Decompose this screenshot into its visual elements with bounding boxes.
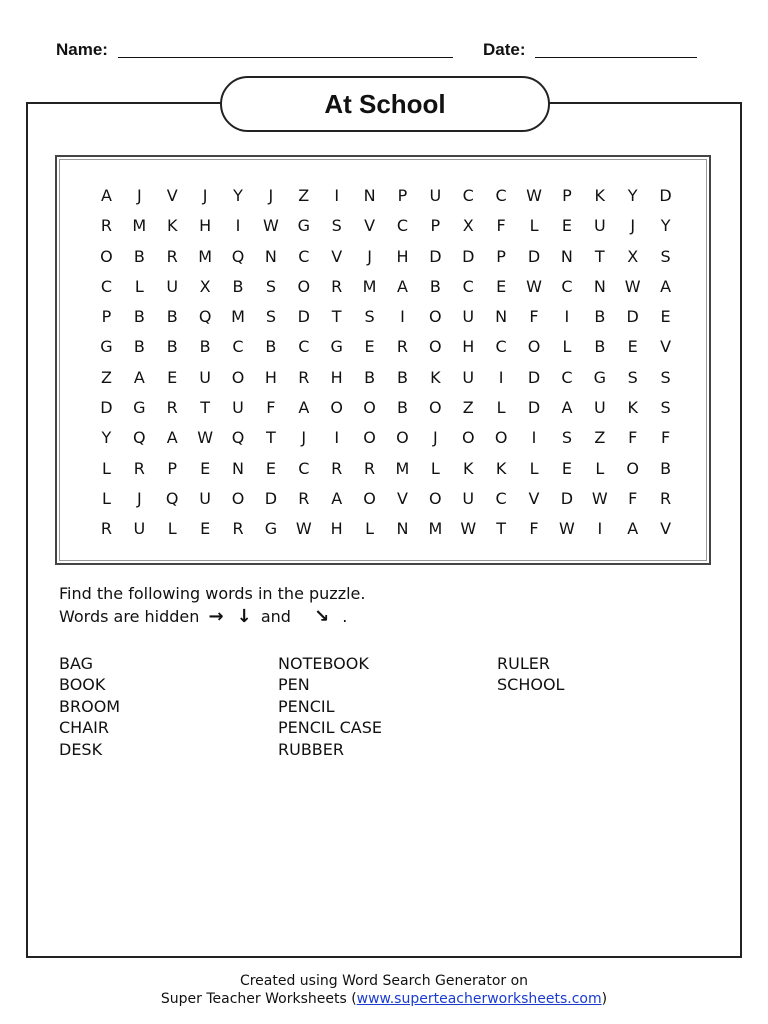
grid-letter: P [496, 246, 506, 266]
grid-letter: O [396, 428, 409, 448]
grid-letter: S [331, 216, 342, 236]
grid-row [90, 396, 682, 426]
grid-letter: P [430, 216, 441, 236]
grid-letter: V [528, 488, 540, 508]
grid-letter: A [298, 398, 310, 418]
grid-letter: L [529, 458, 539, 478]
footer [0, 972, 768, 1008]
grid-letter: D [297, 307, 310, 327]
grid-letter: K [166, 216, 178, 236]
grid-letter: B [166, 307, 178, 327]
grid-letter: Z [462, 398, 474, 418]
grid-letter: K [627, 398, 638, 418]
grid-letter: G [264, 519, 278, 539]
word-list-item: CHAIR [59, 718, 109, 738]
grid-letter: U [199, 488, 211, 508]
grid-letter: U [462, 307, 475, 327]
grid-letter: U [429, 186, 442, 205]
grid-row [90, 487, 682, 517]
grid-letter: A [396, 276, 408, 296]
grid-letter: A [331, 488, 343, 508]
grid-letter: C [298, 337, 310, 357]
grid-row [90, 457, 682, 487]
grid-letter: S [561, 428, 572, 448]
grid-letter: P [167, 458, 178, 478]
grid-letter: I [334, 428, 340, 448]
grid-letter: N [232, 458, 244, 478]
word-list-item: NOTEBOOK [278, 654, 369, 673]
grid-letter: E [561, 216, 572, 236]
grid-letter: N [363, 186, 376, 205]
grid-letter: B [265, 337, 277, 357]
grid-letter: B [133, 246, 145, 266]
grid-letter: R [100, 519, 112, 539]
grid-letter: D [527, 367, 541, 387]
grid-letter: C [396, 216, 409, 236]
grid-letter: O [363, 428, 376, 448]
grid-letter: E [364, 337, 375, 357]
grid-letter: B [166, 337, 178, 357]
grid-letter: T [266, 428, 276, 448]
website-link[interactable]: www.superteacherworksheets.com [356, 991, 602, 1007]
grid-letter: I [334, 186, 340, 205]
grid-letter: V [660, 337, 672, 357]
grid-letter: J [202, 186, 208, 205]
grid-letter: J [268, 186, 274, 205]
grid-letter: B [429, 276, 441, 296]
grid-letter: B [199, 337, 211, 357]
grid-letter: D [100, 398, 113, 418]
grid-letter: O [429, 337, 442, 357]
grid-letter: O [231, 488, 245, 508]
grid-letter: V [396, 488, 408, 508]
grid-letter: R [396, 337, 409, 357]
grid-letter: F [529, 307, 539, 327]
grid-letter: P [562, 186, 572, 205]
grid-letter: F [266, 398, 276, 418]
grid-letter: G [330, 337, 343, 357]
grid-row [90, 214, 682, 244]
grid-letter: F [660, 428, 671, 448]
grid-letter: W [624, 276, 641, 296]
grid-letter: J [136, 488, 142, 508]
grid-letter: O [429, 398, 442, 418]
grid-letter: L [496, 398, 506, 418]
word-list-item: PENCIL CASE [278, 718, 382, 738]
grid-letter: D [659, 186, 672, 205]
grid-letter: O [626, 458, 639, 478]
grid-letter: N [495, 307, 508, 327]
grid-letter: G [593, 367, 606, 387]
grid-letter: Y [660, 216, 671, 236]
grid-letter: L [134, 276, 144, 296]
grid-letter: J [432, 428, 438, 448]
grid-letter: V [660, 519, 672, 539]
grid-letter: C [462, 276, 474, 296]
grid-letter: R [331, 458, 343, 478]
grid-letter: E [200, 519, 211, 539]
grid-letter: R [364, 458, 376, 478]
grid-letter: B [396, 398, 408, 418]
grid-letter: E [561, 458, 572, 478]
grid-letter: J [367, 246, 372, 266]
grid-letter: V [331, 246, 343, 266]
grid-letter: D [626, 307, 639, 327]
grid-letter: Z [298, 186, 310, 205]
grid-letter: F [628, 488, 638, 508]
grid-letter: Q [231, 428, 245, 448]
grid-letter: U [133, 519, 146, 539]
grid-letter: H [330, 519, 343, 539]
grid-letter: W [295, 519, 312, 539]
grid-letter: R [166, 246, 178, 266]
grid-letter: Y [627, 186, 638, 205]
grid-letter: Q [231, 246, 245, 266]
grid-letter: Y [101, 428, 112, 448]
grid-letter: I [531, 428, 537, 448]
grid-letter: O [494, 428, 508, 448]
word-list-item: RULER [497, 654, 550, 673]
grid-letter: T [200, 398, 210, 418]
grid-letter: X [627, 246, 639, 266]
and-text: and [260, 607, 291, 626]
word-list-item: BOOK [59, 675, 106, 695]
grid-letter: N [560, 246, 573, 266]
grid-letter: O [461, 428, 475, 448]
word-list-column-3 [497, 653, 564, 696]
instruction-period: . [342, 607, 348, 626]
grid-letter: O [527, 337, 541, 357]
grid-letter: N [593, 276, 606, 296]
grid-row [90, 184, 682, 214]
grid-letter: S [660, 367, 671, 387]
grid-letter: Q [198, 307, 212, 327]
grid-letter: R [232, 519, 244, 539]
footer-line-2 [0, 990, 768, 1008]
grid-letter: D [429, 246, 442, 266]
grid-letter: H [330, 367, 343, 387]
grid-letter: U [199, 367, 211, 387]
grid-letter: W [526, 186, 542, 205]
grid-letter: D [527, 398, 541, 418]
grid-letter: O [100, 246, 113, 266]
grid-letter: U [593, 398, 606, 418]
grid-letter: I [498, 367, 504, 387]
grid-letter: M [231, 307, 245, 327]
grid-letter: M [132, 216, 147, 236]
word-list-column-2 [278, 653, 382, 760]
grid-letter: S [265, 307, 276, 327]
grid-letter: P [397, 186, 408, 205]
grid-letter: B [594, 337, 606, 357]
grid-letter: H [396, 246, 409, 266]
grid-letter: O [330, 398, 343, 418]
grid-letter: O [231, 367, 245, 387]
grid-letter: G [100, 337, 113, 357]
word-list-item: DESK [59, 739, 103, 759]
grid-letter: S [364, 307, 375, 327]
grid-letter: B [594, 307, 606, 327]
grid-letter: R [298, 488, 310, 508]
grid-letter: C [298, 458, 310, 478]
grid-letter: E [627, 337, 638, 357]
grid-letter: O [363, 488, 376, 508]
grid-letter: F [628, 428, 638, 448]
grid-letter: R [331, 276, 343, 296]
title-banner [220, 76, 550, 132]
grid-letter: W [460, 519, 477, 539]
instruction-prefix: Words are hidden [59, 607, 200, 626]
grid-letter: L [167, 519, 177, 539]
arrow-right-icon: → [208, 606, 224, 627]
grid-letter: Q [165, 488, 179, 508]
grid-letter: U [462, 488, 475, 508]
grid-letter: H [264, 367, 277, 387]
grid-row [90, 426, 682, 456]
grid-letter: C [462, 186, 474, 205]
grid-letter: C [100, 276, 113, 296]
grid-letter: D [462, 246, 475, 266]
instruction-line-1: Find the following words in the puzzle. [59, 584, 366, 603]
grid-letter: U [232, 398, 244, 418]
grid-row [90, 275, 682, 305]
grid-letter: O [429, 488, 442, 508]
grid-letter: B [133, 307, 145, 327]
grid-letter: B [232, 276, 244, 296]
grid-letter: W [197, 428, 214, 448]
grid-letter: C [495, 186, 507, 205]
grid-letter: R [660, 488, 672, 508]
grid-row [90, 517, 682, 547]
grid-letter: S [265, 276, 276, 296]
grid-letter: T [496, 519, 507, 539]
grid-letter: P [101, 307, 112, 327]
grid-letter: T [594, 246, 605, 266]
grid-letter: R [298, 367, 310, 387]
footer-prefix: Super Teacher Worksheets ( [160, 991, 357, 1007]
grid-letter: A [627, 519, 639, 539]
grid-letter: E [167, 367, 178, 387]
grid-letter: I [235, 216, 241, 236]
grid-letter: T [331, 307, 342, 327]
grid-letter: N [264, 246, 277, 266]
grid-letter: F [529, 519, 539, 539]
grid-letter: K [594, 186, 606, 205]
grid-letter: O [363, 398, 376, 418]
grid-letter: Z [100, 367, 112, 387]
grid-letter: L [430, 458, 440, 478]
grid-letter: B [396, 367, 408, 387]
grid-letter: D [560, 488, 574, 508]
grid-letter: A [660, 276, 672, 296]
grid-letter: B [133, 337, 145, 357]
grid-letter: I [564, 307, 570, 327]
grid-letter: I [597, 519, 603, 539]
grid-letter: L [365, 519, 375, 539]
grid-letter: S [660, 398, 671, 418]
grid-letter: U [166, 276, 179, 296]
grid-row [90, 335, 682, 365]
grid-letter: H [199, 216, 212, 236]
grid-letter: O [297, 276, 311, 296]
grid-letter: A [100, 186, 112, 205]
word-list-item: PEN [278, 675, 310, 695]
grid-letter: E [200, 458, 211, 478]
grid-letter: W [262, 216, 279, 236]
grid-letter: I [400, 307, 405, 327]
grid-letter: M [198, 246, 213, 266]
grid-letter: A [133, 367, 145, 387]
grid-letter: X [462, 216, 474, 236]
grid-letter: M [362, 276, 377, 296]
grid-letter: R [133, 458, 145, 478]
grid-letter: H [462, 337, 475, 357]
letter-grid [90, 184, 682, 548]
grid-letter: K [462, 458, 474, 478]
grid-letter: M [428, 519, 443, 539]
grid-letter: X [199, 276, 211, 296]
grid-letter: U [593, 216, 606, 236]
grid-letter: Z [594, 428, 606, 448]
header-row [0, 38, 768, 62]
grid-row [90, 245, 682, 275]
grid-letter: N [396, 519, 409, 539]
grid-letter: E [660, 307, 671, 327]
grid-letter: W [559, 519, 575, 539]
grid-letter: C [495, 488, 507, 508]
name-field[interactable] [118, 57, 453, 58]
grid-letter: Q [133, 428, 146, 448]
grid-letter: D [264, 488, 278, 508]
word-list-item: RUBBER [278, 739, 345, 759]
grid-letter: L [562, 337, 572, 357]
grid-letter: K [430, 367, 441, 387]
grid-letter: C [561, 367, 573, 387]
footer-suffix: ) [601, 991, 608, 1007]
grid-letter: C [495, 337, 507, 357]
grid-letter: B [660, 458, 672, 478]
grid-letter: V [166, 186, 178, 205]
grid-letter: K [495, 458, 507, 478]
grid-letter: L [595, 458, 605, 478]
arrow-down-right-icon: ↘ [314, 606, 330, 627]
grid-letter: A [166, 428, 178, 448]
grid-letter: L [101, 458, 111, 478]
grid-letter: J [630, 216, 636, 236]
grid-letter: J [136, 186, 142, 205]
word-list-item: BROOM [59, 696, 121, 716]
grid-letter: C [232, 337, 244, 357]
grid-letter: O [429, 307, 442, 327]
grid-letter: U [462, 367, 475, 387]
date-field[interactable] [535, 57, 697, 58]
name-label: Name: [56, 40, 108, 59]
grid-row [90, 305, 682, 335]
grid-letter: G [133, 398, 146, 418]
grid-letter: S [660, 246, 671, 266]
word-list-item: PENCIL [278, 696, 335, 716]
grid-letter: Y [233, 186, 243, 205]
grid-letter: L [529, 216, 539, 236]
grid-letter: R [100, 216, 112, 236]
arrow-down-icon: ↓ [236, 606, 252, 627]
grid-letter: S [627, 367, 638, 387]
page-title: At School [324, 88, 446, 119]
grid-letter: L [101, 488, 111, 508]
grid-letter: J [301, 428, 307, 448]
grid-letter: M [395, 458, 410, 478]
grid-letter: G [297, 216, 310, 236]
grid-letter: E [496, 276, 507, 296]
date-label: Date: [483, 40, 526, 59]
word-list-column-1 [59, 653, 120, 760]
footer-line-1: Created using Word Search Generator on [239, 973, 529, 989]
grid-letter: B [364, 367, 376, 387]
word-list-item: BAG [59, 654, 94, 673]
grid-letter: D [527, 246, 541, 266]
grid-letter: F [496, 216, 506, 236]
grid-letter: V [364, 216, 376, 236]
grid-letter: R [166, 398, 178, 418]
grid-letter: E [265, 458, 276, 478]
word-list-item: SCHOOL [497, 675, 565, 695]
grid-letter: W [526, 276, 542, 296]
grid-letter: C [561, 276, 573, 296]
instruction-line-2 [59, 606, 347, 627]
grid-row [90, 366, 682, 396]
grid-letter: W [591, 488, 608, 508]
grid-letter: C [298, 246, 310, 266]
grid-letter: A [561, 398, 573, 418]
